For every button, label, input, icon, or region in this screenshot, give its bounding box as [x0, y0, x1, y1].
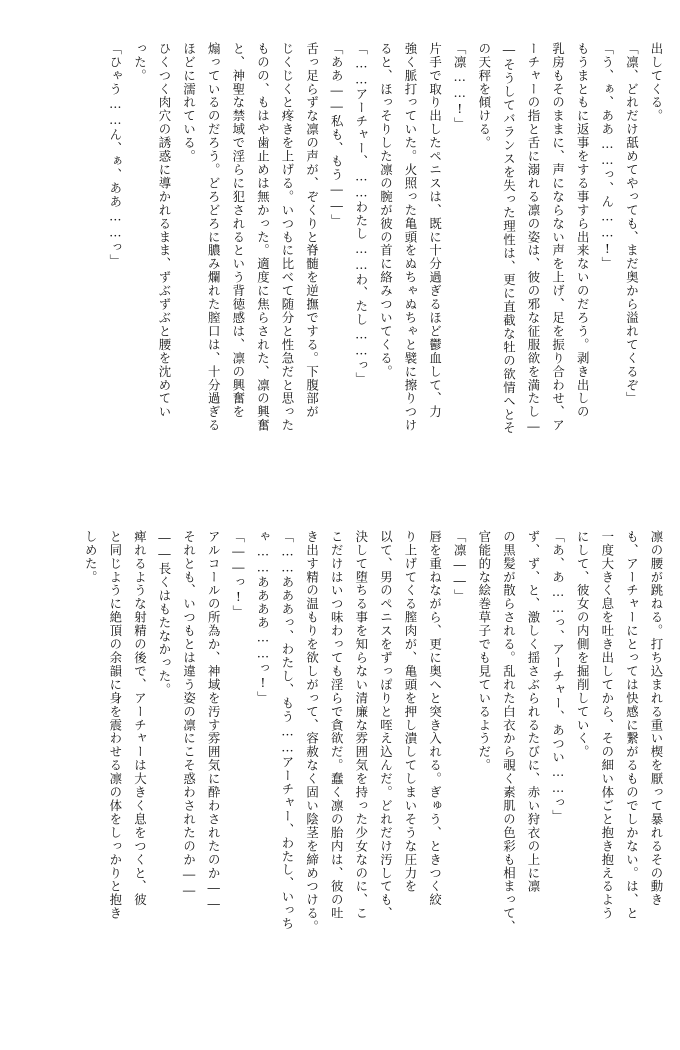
upper-text-line: 「凛……!」 — [452, 42, 468, 131]
lower-text-line: アルコールの所為か、神域を汚す雰囲気に酔わされたのか―― — [206, 530, 222, 912]
upper-text-line: った。 — [132, 42, 148, 83]
lower-text-line: こだけはいつ味わっても淫らで貪欲だ。蠢く凛の胎内は、彼の吐 — [329, 530, 345, 921]
lower-text-line: それとも、いつもとは違う姿の凛にこそ惑わされたのか―― — [181, 530, 197, 899]
lower-text-line: 「あ、あ……っ、アーチャー、あつい……っ」 — [550, 530, 566, 823]
upper-text-line: 強く脈打っていた。火照った亀頭をぬちゃぬちゃと襞に擦りつけ — [403, 42, 418, 433]
upper-text-line: 「う、ぁ、ああ……っ、ん……!」 — [599, 42, 615, 271]
upper-text-line: の天秤を傾ける。 — [476, 42, 492, 150]
upper-text-line: 「……アーチャー、……わたし……わ、たし……っ」 — [353, 42, 369, 386]
lower-text-line: 「凛――」 — [452, 530, 468, 603]
upper-text-line: ると、ほっそりした凛の腕が彼の首に絡みついてくる。 — [378, 42, 394, 379]
lower-text-line: 以て、男のペニスをずっぽりと咥え込んだ。どれだけ汚しても、 — [378, 530, 394, 921]
upper-text-line: 煽っているのだろう。どろどろに膿み爛れた膣口は、十分過ぎる — [206, 42, 222, 433]
lower-text-line: も、アーチャーにとっては快感に繋がるものでしかない。は、と — [624, 530, 640, 921]
upper-text-line: もうまともに返事をする事すら出来ないのだろう。剥き出しの — [575, 42, 591, 419]
upper-text-line: と、神聖な禁域で淫らに犯されるという背徳感は、凛の興奮を — [230, 42, 246, 419]
lower-text-line: にして、彼女の内側を掘削していく。 — [575, 530, 591, 759]
upper-text-line: じくじくと疼きを上げる。いつもに比べて随分と性急だと思った — [280, 42, 295, 433]
lower-text-line: 「――っ!」 — [230, 530, 246, 619]
upper-text-line: 「ひゃう……ん、ぁ、ああ……っ」 — [107, 42, 123, 268]
lower-text-line: の黒髪が散らされる。乱れた白衣から覗く素肌の色彩も相まって、 — [501, 530, 517, 934]
lower-text-line: 決して堕ちる事を知らない清廉な雰囲気を持った少女なのに、こ — [353, 530, 369, 921]
lower-text-line: しめた。 — [83, 530, 99, 584]
upper-text-line: 舌っ足らずな凛の声が、ぞくりと脊髄を逆撫でする。下腹部が — [304, 42, 320, 419]
lower-text-line: 一度大きく息を吐き出してから、その細い体ごと抱き抱えるよう — [599, 530, 615, 921]
upper-text-line: 乳房もそのままに、声にならない声を上げ、足を振り合わせ、ア — [550, 42, 566, 433]
lower-text-line: ず、ず、と、激しく揺さぶられるたびに、赤い狩衣の上に凛 — [526, 530, 541, 894]
upper-text-line: ―そうしてバランスを失った理性は、更に直截な牡の欲情へとそ — [501, 42, 517, 435]
lower-text-line: 唇を重ねながら、更に奥へと突き入れる。ぎゅう、ときつく絞 — [427, 530, 443, 907]
upper-text-line: 「凛、どれだけ舐めてやっても、まだ奥から溢れてくるぞ」 — [624, 42, 640, 406]
lower-text-line: 痺れるような射精の後で、アーチャーは大きく息をつくと、彼 — [132, 530, 148, 907]
upper-text-line: 出してくる。 — [649, 42, 664, 123]
lower-text-line: 「……あああっ、わたし、もう……アーチャー、わたし、いっち — [280, 530, 295, 931]
upper-text-line: ひくつく肉穴の誘惑に導かれるまま、ずぶずぶと腰を沈めてい — [157, 42, 172, 419]
lower-text-line: 官能的な絵巻草子でも見ているようだ。 — [476, 530, 492, 773]
lower-text-line: き出す精の温もりを欲しがって、容赦なく固い陰茎を締めつける。 — [304, 530, 320, 934]
upper-text-line: 「ああ――私も、もう――」 — [329, 42, 345, 228]
upper-text-line: ものの、もはや歯止めは無かった。適度に焦らされた、凛の興奮 — [255, 42, 271, 433]
lower-text-line: ――長くはもたなかった。 — [157, 530, 172, 697]
upper-text-line: 片手で取り出したペニスは、既に十分過ぎるほど鬱血して、力 — [427, 42, 443, 419]
upper-text-line: ほどに濡れている。 — [181, 42, 197, 164]
lower-text-line: と同じように絶頂の余韻に身を震わせる凛の体をしっかりと抱き — [107, 530, 123, 921]
lower-text-line: り上げてくる膣肉が、亀頭を押し潰してしまいそうな圧力を — [403, 530, 418, 894]
lower-text-line: ゃ……ああああ……っ!」 — [255, 530, 271, 705]
lower-text-line: 凛の腰が跳ねる。打ち込まれる重い楔を厭って暴れるその動き — [649, 530, 664, 907]
upper-text-line: ーチャーの指と舌に溺れる凛の姿は、彼の邪な征服欲を満たし― — [526, 42, 541, 435]
